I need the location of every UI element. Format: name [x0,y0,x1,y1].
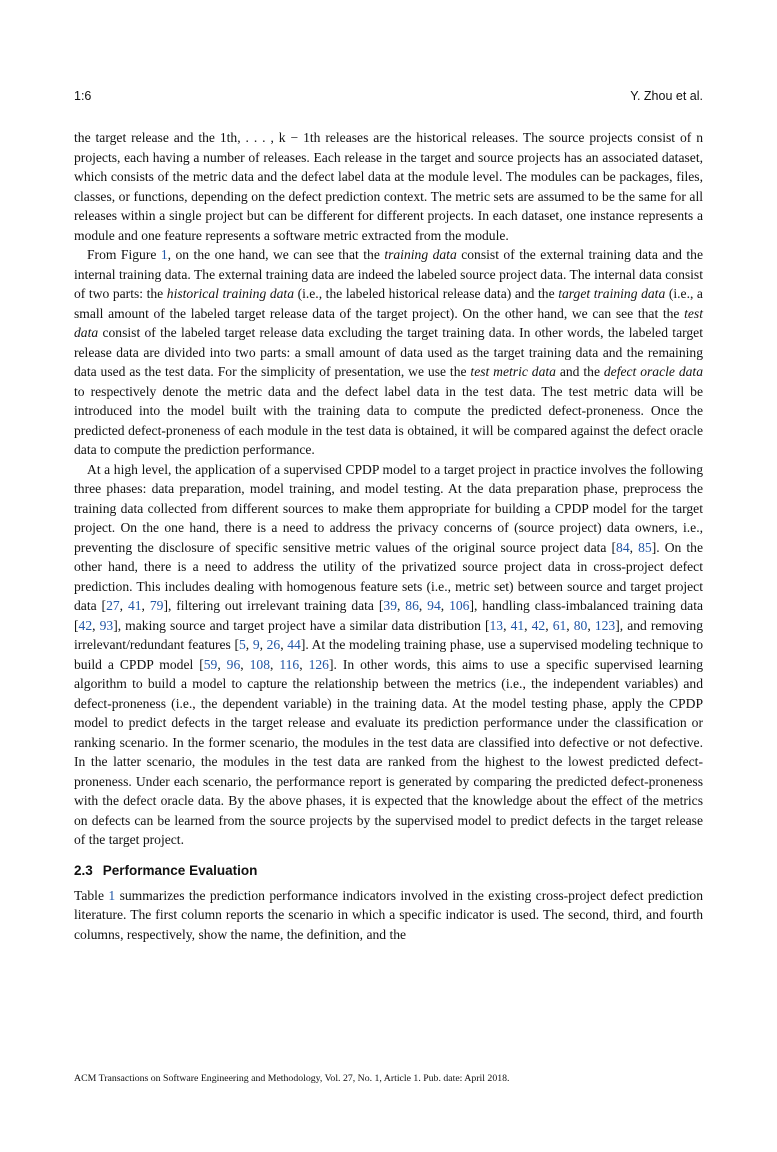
citation-link[interactable]: 42 [78,617,93,633]
citation-link[interactable]: 80 [573,617,588,633]
citation-link[interactable]: 44 [287,637,301,652]
citation-link[interactable]: 59 [203,656,218,672]
citation-link[interactable]: 108 [249,656,270,672]
citation-link[interactable]: 126 [308,656,329,672]
citation-link[interactable]: 42 [531,617,546,633]
citation-link[interactable]: 106 [449,598,470,613]
citation-link[interactable]: 94 [427,598,441,613]
citation-link[interactable]: 85 [638,539,652,555]
paragraph-2: From Figure 1, on the one hand, we can see that the training data consist of the external training data and the internal training data. The external training data are indeed the labeled source project data. The internal data consist of two parts: the historical training data (i.e., the labeled historical release data) and the target training data (i.e., a small amount of the labeled target release data of the target project). On the other hand, we can see that the test data consist of the labeled target release data excluding the target training data. In other words, the labeled target release data are divided into two parts: a small amount of data used as the target training data and the remaining data used as the test data. For the simplicity of presentation, we use the test metric data and the defect oracle data to respectively denote the metric data and the defect label data in the test data. The test metric data will be introduced into the model built with the training data to compute the predicted defect-proneness. Once the predicted defect-proneness of each module in the test data is obtained, it will be compared against the defect oracle data to compute the prediction performance. [74,247,704,457]
citation-link[interactable]: 9 [252,637,260,652]
citation-link[interactable]: 84 [616,539,630,555]
citation-link[interactable]: 116 [279,656,300,672]
citation-link[interactable]: 39 [383,598,397,613]
citation-link[interactable]: 26 [266,637,281,652]
citation-link[interactable]: 13 [489,617,504,633]
citation-link[interactable]: 96 [226,656,241,672]
footer: ACM Transactions on Software Engineering and Methodology, Vol. 27, No. 1, Article 1. Pub. date: April 2018. [74,1073,510,1084]
authors: Y. Zhou et al. [630,89,703,103]
paragraph-4: Table 1 summarizes the prediction performance indicators involved in the existing cross-project defect prediction literature. The first column reports the scenario in which a specific indicator is used. The second, third, and fourth columns, respectively, show the name, the definition, and the [74,887,703,942]
citation-link[interactable]: 79 [149,598,164,613]
body-text [74,128,703,944]
citation-link[interactable]: 86 [405,598,419,613]
citation-link[interactable]: 61 [552,617,567,633]
citation-link[interactable]: 41 [510,617,525,633]
citation-link[interactable]: 93 [99,617,114,633]
citation-link[interactable]: 5 [239,637,246,652]
figure-link[interactable]: 1 [160,247,168,262]
section-heading [74,862,703,880]
citation-link[interactable]: 123 [594,617,616,633]
paragraph-1: the target release and the 1th, . . . , k − 1th releases are the historical releases. The source projects consist of n projects, each having a number of releases. Each release in the target and source projects has an associated dataset, which consists of the metric data and the defect label data at the module level. The modules can be packages, files, classes, or functions, depending on the defect prediction context. The metric sets are assumed to be the same for all releases within a single project but can be different for different projects. In each dataset, one instance represents a module and one feature represents a software metric extracted from the module. [74,130,703,243]
page-label: 1:6 [74,89,92,103]
paragraph-3: At a high level, the application of a supervised CPDP model to a target project in practice involves the following three phases: data preparation, model training, and model testing. At the data preparation phase, preprocess the training data collected from different sources to make them appropriate for building a CPDP model for the target project. On the one hand, there is a need to address the privacy concerns of (source project) data owners, i.e., preventing the disclosure of specific sensitive metric values of the original source project data [84, 85]. On the other hand, there is a need to address the utility of the privatized source project data in cross-project defect prediction. This includes dealing with homogenous feature sets (i.e., metric set) between source and target project data [27, 41, 79], filtering out irrelevant training data [39, 86, 94, 106], handling class-imbalanced training data [42, 93], making source and target project have a similar data distribution [13, 41, 42, 61, 80, 123], and removing irrelevant/redundant features [5, 9, 26, 44]. At the modeling training phase, use a supervised modeling technique to build a CPDP model [59, 96, 108, 116, 126]. In other words, this aims to use a specific supervised learning algorithm to build a model to capture the relationship between the metrics (i.e., the independent variables) and defect-proneness (i.e., the dependent variable) in the training data. At the model testing phase, apply the CPDP model to predict defects in the target release and evaluate its prediction performance under the classification or ranking scenario. In the former scenario, the modules in the test data are classified into defective or not defective. In the latter scenario, the modules in the test data are ranked from the highest to the lowest predicted defect-proneness. Under each scenario, the performance report is generated by comparing the predicted defect-proneness with the defect oracle data. By the above phases, it is expected that the knowledge about the effect of the metrics on defects can be learned from the source projects by the supervised model to predict defects in the target release of the target project. [74,461,704,847]
section-title: Performance Evaluation [102,862,258,878]
citation-link[interactable]: 41 [127,598,142,613]
running-head [74,89,703,105]
table-link[interactable]: 1 [108,887,116,903]
section-number: 2.3 [74,862,93,878]
citation-link[interactable]: 27 [106,598,120,613]
